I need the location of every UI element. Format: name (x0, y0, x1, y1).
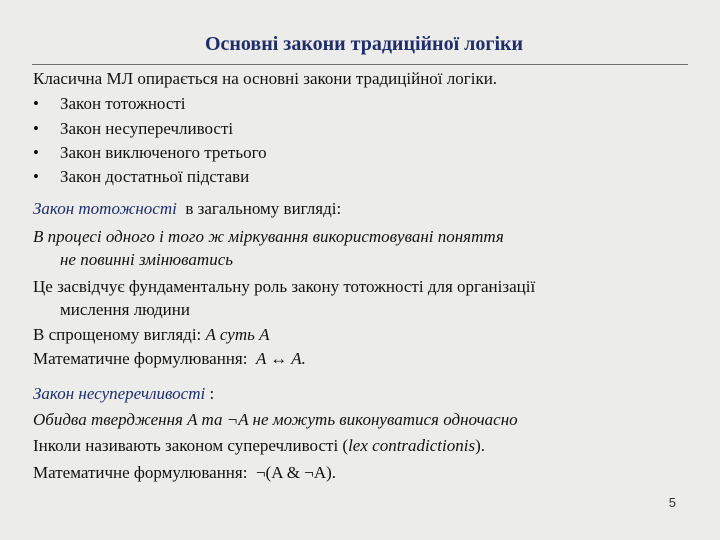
title-divider (32, 64, 688, 65)
law-item-noncontradiction: Закон несуперечливості (60, 119, 234, 138)
noncontradiction-math-formula: ¬(A & ¬A). (255, 463, 337, 482)
noncontradiction-alias-suffix: ). (475, 436, 486, 455)
identity-heading (33, 198, 341, 220)
slide-title: Основні закони традиційної логіки (204, 33, 524, 55)
identity-definition-line2: не повинні змінюватись (60, 250, 233, 269)
bullet-marker: • (33, 143, 39, 162)
noncontradiction-math-prefix: Математичне формулювання: (33, 463, 248, 482)
law-item-sufficient-reason: Закон достатньої підстави (60, 167, 250, 186)
identity-math-form (33, 348, 306, 370)
noncontradiction-term: Закон несуперечливості (33, 384, 206, 403)
noncontradiction-heading (33, 383, 214, 405)
noncontradiction-math-form (33, 462, 336, 484)
law-item-identity: Закон тотожності (60, 94, 186, 113)
bullet-marker: • (33, 167, 39, 186)
identity-simple-form (33, 324, 270, 346)
noncontradiction-heading-rest: : (205, 384, 215, 403)
identity-math-prefix: Математичне формулювання: (33, 349, 248, 368)
identity-math-formula: A ↔ A. (255, 349, 306, 368)
identity-term: Закон тотожності (33, 199, 177, 218)
identity-simple-prefix: В спрощеному вигляді: (33, 325, 202, 344)
identity-role-line2: мислення людини (60, 300, 190, 319)
bullet-marker: • (33, 94, 39, 113)
noncontradiction-definition: Обидва твердження A та ¬A не можуть виконуватися одночасно (33, 410, 518, 429)
bullet-marker: • (33, 119, 39, 138)
law-item-excluded-middle: Закон виключеного третього (60, 143, 267, 162)
page-number: 5 (668, 495, 676, 510)
identity-role-line1: Це засвідчує фундаментальну роль закону тотожності для організації (33, 277, 536, 296)
intro-text: Класична МЛ опирається на основні закони традиційної логіки. (33, 69, 498, 88)
identity-heading-rest: в загальному вигляді: (185, 199, 342, 218)
noncontradiction-alias-latin: lex contradictionis (348, 436, 476, 455)
noncontradiction-alias (33, 435, 485, 457)
identity-simple-formula: A суть A (205, 325, 270, 344)
noncontradiction-alias-prefix: Інколи називають законом суперечливості ( (33, 436, 349, 455)
identity-definition-line1: В процесі одного і того ж міркування використовувані поняття (33, 227, 504, 246)
